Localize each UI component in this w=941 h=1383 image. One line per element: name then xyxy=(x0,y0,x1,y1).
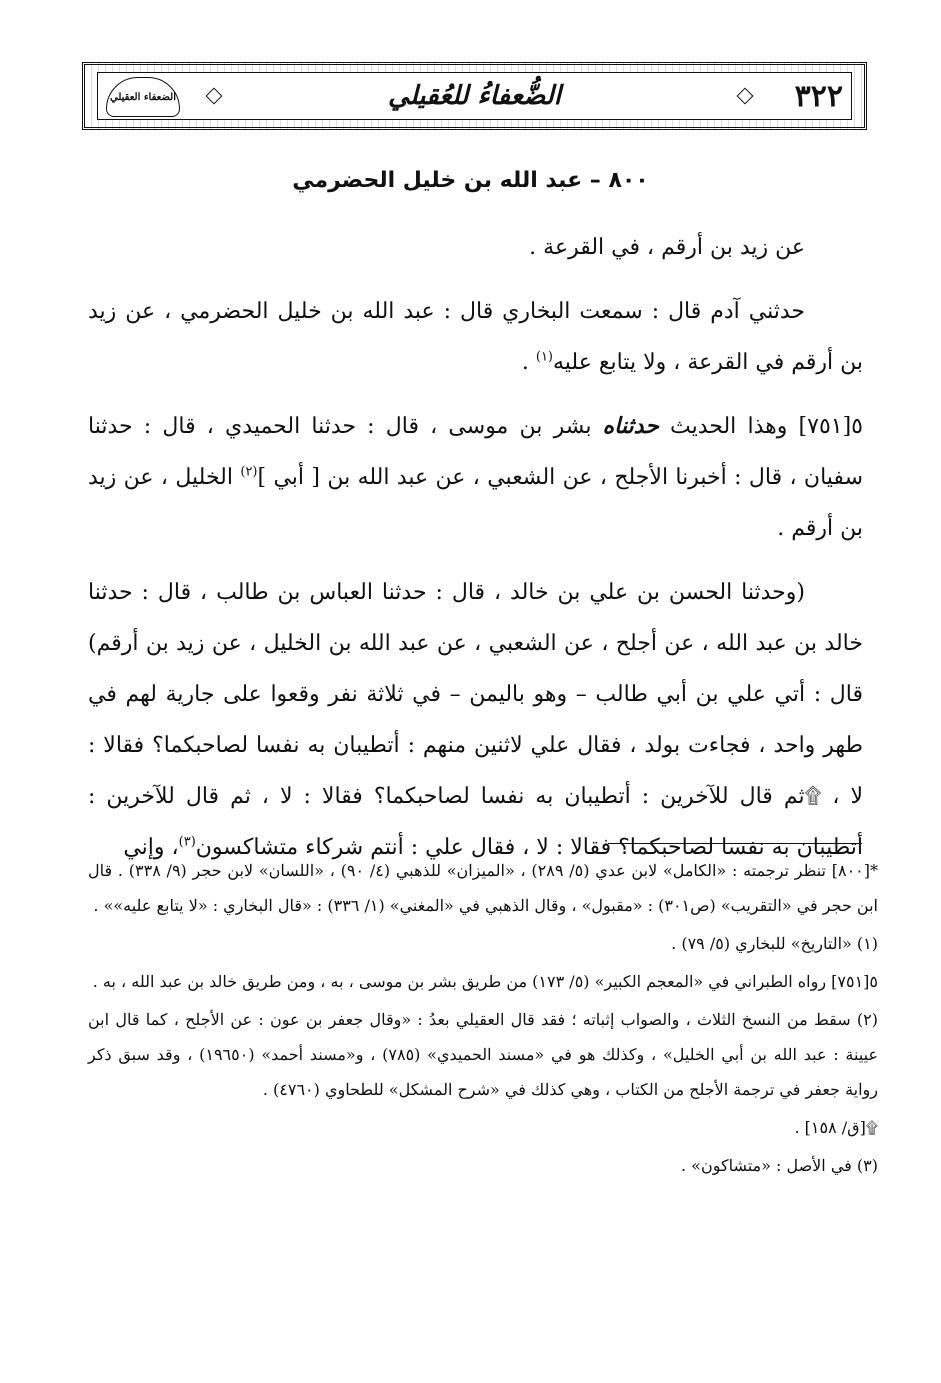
hadith-marker: ٥[٧٥١] xyxy=(798,414,863,439)
footnotes xyxy=(88,853,878,1183)
paragraph-text: الخليل ، عن زيد بن أرقم . xyxy=(88,465,863,541)
footnote-ref-1[interactable]: (١) xyxy=(535,349,553,365)
footnote-ref-2[interactable]: (٢) xyxy=(240,464,258,480)
footnote-3: (٣) في الأصل : «متشاكون» . xyxy=(680,1156,878,1175)
footnote-2: (٢) سقط من النسخ الثلاث ، والصواب إثباته ؛ فقد قال العقيلي بعدُ : «وقال جعفر بن عون : عن الأجلح ، كما قال ابن عيينة : عبد الله بن أبي الخليل» ، وكذلك هو في «مسند الحميدي» (٧٨٥) ، و«مسند أحمد» (١٩٦٥٠) ، وقد سبق ذكر رواية جعفر في ترجمة الأجلح من الكتاب ، وهي كذلك في «شرح المشكل» للطحاوي (٤٧٦٠) . xyxy=(88,1010,879,1099)
page-header xyxy=(82,62,867,130)
paragraph-text: وهذا الحديث xyxy=(669,414,788,439)
footnote-biography: *[٨٠٠] تنظر ترجمته : «الكامل» لابن عدي (٥/ ٢٨٩) ، «الميزان» للذهبي (٤/ ٩٠) ، «اللسان» لابن حجر (٩/ ٣٣٨) . قال ابن حجر في «التقريب» (ص٣٠١) : «مقبول» ، وقال الذهبي في «المغني» (١/ ٣٣٦) : «قال البخاري : «لا يتابع عليه»» . xyxy=(88,861,878,915)
header-inner-frame xyxy=(97,72,852,120)
entry-title: ٨٠٠ – عبد الله بن خليل الحضرمي xyxy=(292,168,649,193)
narrator-word: حدثناه xyxy=(602,413,659,439)
paragraph-text: (وحدثنا الحسن بن علي بن خالد ، قال : حدثنا العباس بن طالب ، قال : حدثنا خالد بن عبد الله ، عن أجلح ، عن الشعبي ، عن عبد الله بن الخليل ، عن زيد بن أرقم) قال : أتي علي بن أبي طالب – وهو باليمن – في ثلاثة نفر وقعوا على جارية لهم في طهر واحد ، فجاءت بولد ، فقال علي لاثنين منهم : أتطيبان به نفسا لصاحبكما؟ فقالا : لا ، xyxy=(88,580,863,809)
folio-mark-icon: ۩ xyxy=(804,784,822,809)
paragraph-text: ، وإني xyxy=(123,835,179,860)
book-emblem: الضعفاء العقيلي xyxy=(106,77,180,117)
footnote-1: (١) «التاريخ» للبخاري (٥/ ٧٩) . xyxy=(671,934,878,953)
footnote-divider xyxy=(608,843,862,844)
paragraph-text: حدثني آدم قال : سمعت البخاري قال : عبد الله بن خليل الحضرمي ، عن زيد بن أرقم في القرعة ، ولا يتابع عليه xyxy=(88,299,863,375)
paragraph-text: ثم قال للآخرين : أتطيبان به نفسا لصاحبكما؟ فقالا : لا ، ثم قال للآخرين : أتطيبان به نفسا لصاحبكما؟ فقالا : لا ، فقال علي : أنتم شركاء متشاكسون xyxy=(88,784,863,860)
paragraph-text: بشر بن موسى ، قال : حدثنا الحميدي ، قال : حدثنا سفيان ، قال : أخبرنا الأجلح ، عن الشعبي ، عن عبد الله بن [ أبي ] xyxy=(88,414,863,490)
paragraph-hadith-751 xyxy=(88,401,863,554)
main-text xyxy=(88,222,863,873)
book-title: الضُّعفاءُ للعُقيلي xyxy=(388,81,561,111)
footnote-ref-3[interactable]: (٣) xyxy=(178,834,196,850)
paragraph-subject: عن زيد بن أرقم ، في القرعة . xyxy=(529,235,805,260)
footnote-folio: ۩[ق/ ١٥٨] . xyxy=(794,1118,878,1137)
page-number: ٣٢٢ xyxy=(794,78,843,114)
paragraph-bukhari: حدثني آدم قال : سمعت البخاري قال : عبد الله بن خليل الحضرمي ، عن زيد بن أرقم في القرعة ، ولا يتابع عليه$^{(١)}$ . xyxy=(88,299,863,375)
paragraph-hadith-text xyxy=(88,567,863,873)
footnote-hadith-751: ٥[٧٥١] رواه الطبراني في «المعجم الكبير» (٥/ ١٧٣) من طريق بشر بن موسى ، به ، ومن طريق خالد بن عبد الله ، به . xyxy=(92,972,878,991)
